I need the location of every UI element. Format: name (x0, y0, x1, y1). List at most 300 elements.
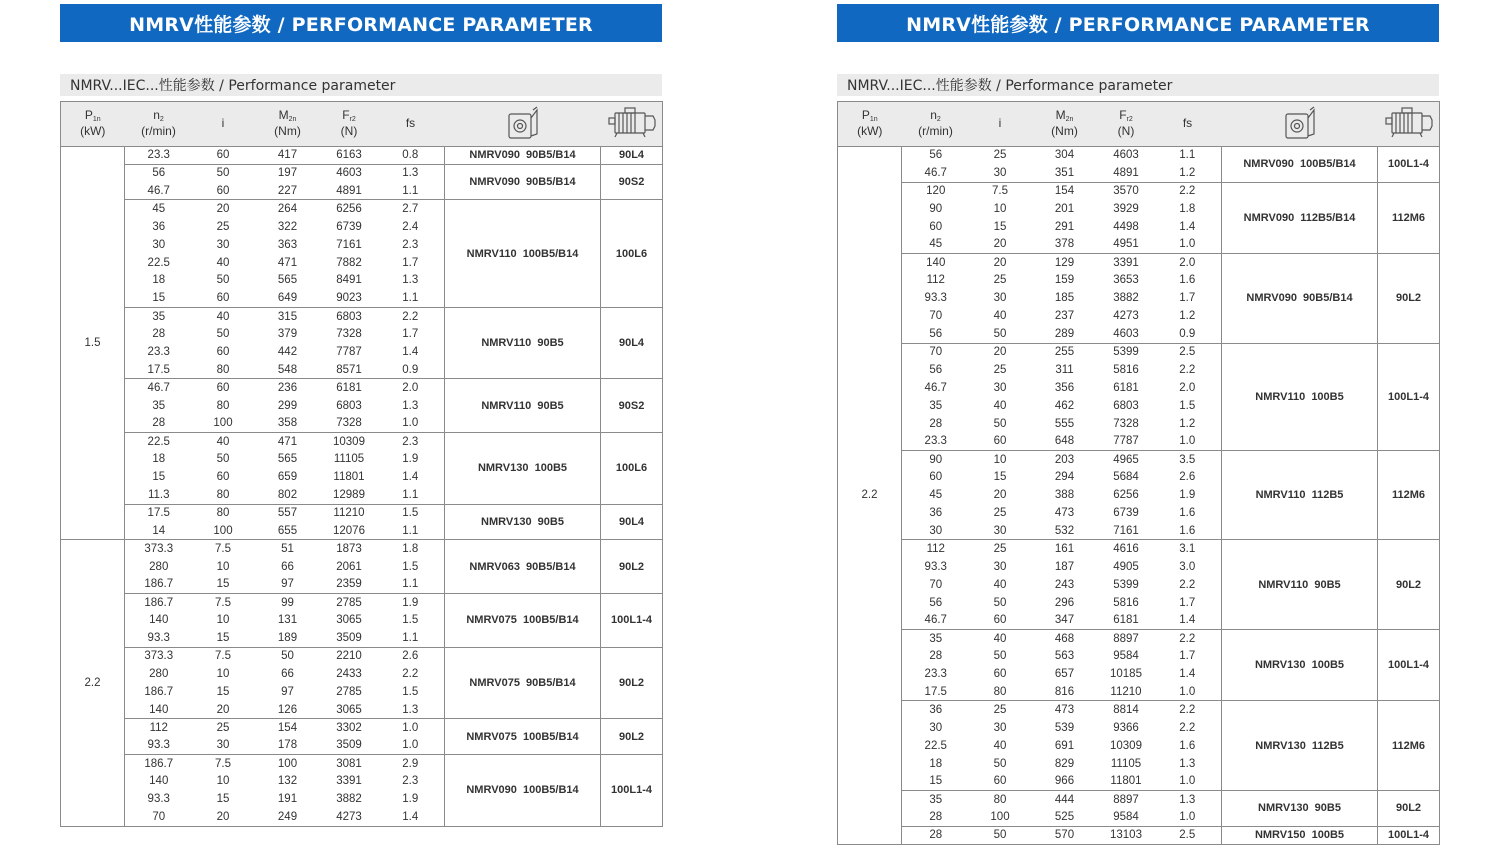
power-header: $P_{1n}$ (kW) (61, 102, 125, 147)
speed-cell: 11.3 (125, 486, 193, 504)
ratio-cell: 7.5 (193, 755, 254, 773)
radial-load-cell: 6803 (336, 399, 362, 412)
ratio-cell: 7.5 (970, 182, 1031, 200)
motor-cell: 90L2 (1378, 254, 1440, 343)
torque-cell: 347 (1031, 611, 1099, 629)
speed-cell: 15 (902, 772, 970, 790)
ratio-cell: 15 (216, 793, 230, 806)
ratio-cell: 30 (993, 560, 1007, 573)
service-factor-cell: 1.4 (402, 346, 419, 359)
torque-cell: 203 (1031, 450, 1099, 468)
speed-header: $n_2$ (r/min) (125, 102, 193, 147)
speed-cell: 70 (902, 343, 970, 361)
service-factor-cell: 1.7 (402, 256, 419, 269)
ratio-cell: 60 (216, 471, 230, 484)
torque-cell: 322 (277, 220, 298, 233)
service-factor-cell: 1.4 (402, 471, 419, 484)
radial-load-cell: 5816 (1113, 596, 1139, 609)
torque-cell: 649 (254, 289, 322, 307)
table-row (61, 719, 663, 737)
motor-cell: 100L1-4 (601, 594, 663, 648)
motor-cell: 100L1-4 (1378, 146, 1440, 182)
model-cell: NMRV090 90B5/B14 (1222, 254, 1378, 343)
speed-cell: 36 (902, 701, 970, 719)
motor-cell: 100L6 (601, 200, 663, 307)
speed-cell: 17.5 (125, 504, 193, 522)
service-factor-cell: 1.3 (1154, 790, 1222, 808)
speed-cell: 186.7 (144, 685, 174, 698)
radial-load-cell: 5684 (1113, 471, 1139, 484)
torque-cell: 154 (254, 719, 322, 737)
torque-cell: 236 (254, 379, 322, 397)
torque-cell: 191 (277, 793, 298, 806)
ratio-cell: 10 (216, 614, 230, 627)
torque-header: $M_{2n}$ (Nm) (1031, 102, 1099, 147)
radial-load-cell: 6256 (1113, 489, 1139, 502)
torque-cell: 417 (254, 146, 322, 164)
torque-cell: 379 (277, 328, 298, 341)
motor-cell: 90L4 (601, 504, 663, 540)
service-factor-cell: 2.9 (377, 755, 445, 773)
motor-cell: 90L4 (601, 146, 663, 164)
ratio-cell: 30 (993, 381, 1007, 394)
torque-cell: 555 (1054, 417, 1075, 430)
radial-load-cell: 10309 (1110, 739, 1142, 752)
radial-load-cell: 4891 (1099, 164, 1154, 182)
service-factor-cell: 1.6 (1179, 507, 1196, 520)
ratio-cell: 80 (193, 504, 254, 522)
radial-load-cell: 3570 (1099, 182, 1154, 200)
radial-load-cell: 11210 (322, 504, 377, 522)
torque-cell: 185 (1054, 292, 1075, 305)
speed-cell: 30 (902, 522, 970, 540)
radial-load-cell: 3509 (322, 737, 377, 755)
torque-cell: 289 (1031, 325, 1099, 343)
torque-cell: 243 (1054, 578, 1075, 591)
torque-cell: 264 (254, 200, 322, 218)
speed-cell: 140 (149, 775, 169, 788)
speed-cell: 22.5 (125, 433, 193, 451)
radial-load-cell: 3065 (322, 701, 377, 719)
torque-cell: 471 (277, 256, 298, 269)
service-factor-cell: 1.2 (1179, 310, 1196, 323)
ratio-cell: 80 (193, 486, 254, 504)
service-factor-cell: 2.5 (1154, 826, 1222, 844)
radial-load-cell: 9023 (322, 289, 377, 307)
radial-load-cell: 13103 (1099, 826, 1154, 844)
radial-load-header: $F_{r2}$ (N) (1099, 102, 1154, 147)
radial-load-cell: 3882 (336, 793, 362, 806)
speed-cell: 15 (152, 471, 166, 484)
speed-cell: 35 (125, 307, 193, 325)
speed-cell: 23.3 (924, 668, 947, 681)
ratio-cell: 10 (216, 668, 230, 681)
ratio-cell: 7.5 (193, 594, 254, 612)
motor-cell: 100L1-4 (1378, 343, 1440, 450)
speed-cell: 46.7 (902, 611, 970, 629)
ratio-cell: 40 (993, 310, 1007, 323)
service-factor-cell: 0.8 (377, 146, 445, 164)
speed-cell: 280 (149, 668, 169, 681)
torque-cell: 126 (254, 701, 322, 719)
radial-load-cell: 12989 (322, 486, 377, 504)
speed-cell: 280 (149, 560, 169, 573)
motor-cell: 90L2 (601, 719, 663, 755)
table-body (838, 146, 1440, 844)
ratio-cell: 30 (970, 522, 1031, 540)
speed-cell: 45 (902, 236, 970, 254)
right-panel (837, 4, 1439, 845)
ratio-cell: 100 (193, 415, 254, 433)
radial-load-cell: 9366 (1113, 721, 1139, 734)
torque-cell: 829 (1054, 757, 1075, 770)
ratio-cell: 50 (993, 650, 1007, 663)
service-factor-cell: 1.0 (1154, 772, 1222, 790)
ratio-cell: 60 (193, 379, 254, 397)
speed-cell: 120 (902, 182, 970, 200)
header-row (61, 102, 663, 147)
service-factor-cell: 0.9 (377, 361, 445, 379)
ratio-cell: 60 (216, 346, 230, 359)
model-cell: NMRV075 100B5/B14 (445, 719, 601, 755)
speed-cell: 56 (929, 149, 943, 162)
radial-load-cell: 6181 (1099, 611, 1154, 629)
service-factor-cell: 2.2 (1154, 701, 1222, 719)
torque-cell: 539 (1054, 721, 1075, 734)
service-factor-cell: 1.4 (377, 808, 445, 826)
ratio-cell: 40 (970, 629, 1031, 647)
ratio-cell: 40 (193, 433, 254, 451)
service-factor-cell: 1.7 (1179, 596, 1196, 609)
model-cell: NMRV090 90B5/B14 (445, 146, 601, 164)
model-cell: NMRV110 90B5 (1222, 540, 1378, 629)
radial-load-cell: 7787 (1099, 433, 1154, 451)
torque-cell: 97 (281, 685, 294, 698)
service-factor-cell: 1.0 (1154, 683, 1222, 701)
service-factor-cell: 1.8 (402, 543, 419, 556)
radial-load-cell: 9584 (1113, 650, 1139, 663)
table-row (61, 755, 663, 773)
radial-load-cell: 4603 (1113, 149, 1139, 162)
torque-cell: 249 (254, 808, 322, 826)
service-factor-cell: 1.3 (402, 399, 419, 412)
power-cell: 1.5 (61, 146, 125, 540)
speed-cell: 140 (125, 701, 193, 719)
speed-cell: 186.7 (125, 576, 193, 594)
power-header: $P_{1n}$ (kW) (838, 102, 902, 147)
torque-cell: 442 (277, 346, 298, 359)
table-row (838, 629, 1440, 647)
ratio-cell: 20 (193, 701, 254, 719)
torque-cell: 99 (254, 594, 322, 612)
speed-header: $n_2$ (r/min) (902, 102, 970, 147)
service-factor-cell: 1.7 (1179, 292, 1196, 305)
table-row (838, 540, 1440, 558)
service-factor-cell: 2.2 (1154, 629, 1222, 647)
speed-cell: 18 (152, 274, 166, 287)
service-factor-header: fs (1154, 102, 1222, 147)
radial-load-cell: 6256 (322, 200, 377, 218)
ratio-cell: 25 (970, 540, 1031, 558)
radial-load-cell: 11801 (1099, 772, 1154, 790)
radial-load-cell: 8571 (322, 361, 377, 379)
radial-load-cell: 2785 (322, 594, 377, 612)
torque-cell: 358 (254, 415, 322, 433)
service-factor-cell: 2.7 (377, 200, 445, 218)
torque-cell: 525 (1031, 808, 1099, 826)
radial-load-cell: 2210 (322, 647, 377, 665)
table-row (61, 307, 663, 325)
ratio-cell: 20 (970, 343, 1031, 361)
speed-cell: 35 (152, 399, 166, 412)
service-factor-cell: 1.1 (377, 182, 445, 200)
speed-cell: 93.3 (125, 737, 193, 755)
ratio-cell: 25 (970, 701, 1031, 719)
radial-load-cell: 6181 (1113, 381, 1139, 394)
speed-cell: 18 (152, 453, 166, 466)
torque-cell: 201 (1054, 202, 1075, 215)
table-row (838, 826, 1440, 844)
ratio-cell: 50 (216, 274, 230, 287)
torque-cell: 197 (254, 164, 322, 182)
model-cell: NMRV130 112B5 (1222, 701, 1378, 790)
torque-cell: 565 (277, 453, 298, 466)
radial-load-cell: 6163 (322, 146, 377, 164)
torque-cell: 100 (254, 755, 322, 773)
speed-cell: 46.7 (902, 164, 970, 182)
ratio-cell: 15 (216, 685, 230, 698)
radial-load-cell: 3391 (1099, 254, 1154, 272)
torque-cell: 311 (1055, 363, 1074, 376)
service-factor-cell: 1.5 (402, 560, 419, 573)
ratio-cell: 20 (193, 808, 254, 826)
radial-load-cell: 3391 (336, 775, 362, 788)
speed-cell: 45 (125, 200, 193, 218)
torque-cell: 471 (254, 433, 322, 451)
power-cell: 2.2 (838, 146, 902, 844)
table-row (61, 379, 663, 397)
torque-cell: 237 (1054, 310, 1075, 323)
model-cell: NMRV090 100B5/B14 (1222, 146, 1378, 182)
speed-cell: 28 (902, 826, 970, 844)
service-factor-cell: 1.9 (402, 793, 419, 806)
radial-load-cell: 7328 (322, 415, 377, 433)
radial-load-cell: 2359 (322, 576, 377, 594)
worm-gearbox-icon (445, 102, 601, 142)
service-factor-cell: 1.5 (1179, 399, 1196, 412)
service-factor-cell: 1.3 (402, 274, 419, 287)
speed-cell: 70 (929, 310, 943, 323)
ratio-cell: 25 (993, 149, 1007, 162)
panel-banner: NMRV性能参数 / PERFORMANCE PARAMETER (60, 4, 662, 42)
model-cell: NMRV090 100B5/B14 (445, 755, 601, 827)
radial-load-cell: 4603 (1099, 325, 1154, 343)
speed-cell: 186.7 (125, 594, 193, 612)
service-factor-cell: 2.2 (1179, 363, 1196, 376)
speed-cell: 70 (929, 578, 943, 591)
radial-load-cell: 3653 (1113, 274, 1139, 287)
radial-load-cell: 8491 (336, 274, 362, 287)
torque-cell: 473 (1054, 507, 1075, 520)
ratio-cell: 60 (970, 433, 1031, 451)
speed-cell: 186.7 (125, 755, 193, 773)
table-row (61, 146, 663, 164)
service-factor-header: fs (377, 102, 445, 147)
speed-cell: 28 (929, 650, 943, 663)
service-factor-cell: 2.0 (377, 379, 445, 397)
ratio-cell: 40 (993, 399, 1007, 412)
ratio-cell: 30 (993, 721, 1007, 734)
motor-cell: 112M6 (1378, 450, 1440, 539)
torque-cell: 97 (254, 576, 322, 594)
torque-cell: 570 (1031, 826, 1099, 844)
ratio-cell: 80 (970, 683, 1031, 701)
ratio-cell: 15 (193, 629, 254, 647)
table-row (61, 433, 663, 451)
torque-cell: 304 (1054, 149, 1075, 162)
motor-header (601, 102, 663, 147)
performance-table (60, 101, 663, 827)
torque-cell: 657 (1054, 668, 1075, 681)
speed-cell: 35 (902, 629, 970, 647)
torque-cell: 557 (254, 504, 322, 522)
ratio-cell: 20 (193, 200, 254, 218)
service-factor-cell: 1.9 (1179, 489, 1196, 502)
radial-load-cell: 3929 (1113, 202, 1139, 215)
speed-cell: 56 (902, 325, 970, 343)
table-row (838, 790, 1440, 808)
service-factor-cell: 1.0 (1154, 236, 1222, 254)
radial-load-cell: 11210 (1099, 683, 1154, 701)
model-cell: NMRV110 90B5 (445, 379, 601, 433)
panel-banner: NMRV性能参数 / PERFORMANCE PARAMETER (837, 4, 1439, 42)
radial-load-cell: 6739 (336, 220, 362, 233)
speed-cell: 112 (902, 540, 970, 558)
torque-cell: 548 (254, 361, 322, 379)
ratio-cell: 50 (993, 596, 1007, 609)
service-factor-cell: 3.0 (1179, 560, 1196, 573)
service-factor-cell: 1.2 (1179, 417, 1196, 430)
model-cell: NMRV130 100B5 (1222, 629, 1378, 701)
speed-cell: 46.7 (125, 379, 193, 397)
ratio-header: i (193, 102, 254, 147)
service-factor-cell: 1.4 (1154, 611, 1222, 629)
radial-load-cell: 6803 (1113, 399, 1139, 412)
ratio-cell: 50 (970, 826, 1031, 844)
torque-cell: 315 (254, 307, 322, 325)
speed-cell: 35 (929, 399, 943, 412)
motor-cell: 112M6 (1378, 182, 1440, 254)
radial-load-cell: 10309 (322, 433, 377, 451)
speed-cell: 36 (929, 507, 943, 520)
radial-load-cell: 4616 (1099, 540, 1154, 558)
torque-cell: 966 (1031, 772, 1099, 790)
motor-cell: 90L2 (601, 540, 663, 594)
service-factor-cell: 0.9 (1154, 325, 1222, 343)
radial-load-cell: 4891 (322, 182, 377, 200)
service-factor-cell: 3.5 (1154, 450, 1222, 468)
speed-cell: 17.5 (125, 361, 193, 379)
torque-cell: 154 (1031, 182, 1099, 200)
speed-cell: 28 (929, 417, 943, 430)
table-row (61, 594, 663, 612)
service-factor-cell: 1.1 (377, 522, 445, 540)
torque-cell: 178 (254, 737, 322, 755)
torque-cell: 816 (1031, 683, 1099, 701)
table-row (838, 701, 1440, 719)
torque-cell: 563 (1054, 650, 1075, 663)
speed-cell: 56 (929, 596, 943, 609)
service-factor-cell: 1.1 (377, 486, 445, 504)
speed-cell: 46.7 (125, 182, 193, 200)
service-factor-cell: 2.2 (402, 668, 419, 681)
ratio-cell: 20 (993, 489, 1007, 502)
torque-cell: 227 (254, 182, 322, 200)
service-factor-cell: 2.6 (1179, 471, 1196, 484)
motor-cell: 90L2 (601, 647, 663, 719)
torque-cell: 462 (1054, 399, 1075, 412)
model-cell: NMRV075 90B5/B14 (445, 647, 601, 719)
speed-cell: 373.3 (125, 647, 193, 665)
speed-cell: 22.5 (924, 739, 947, 752)
service-factor-cell: 1.3 (377, 701, 445, 719)
radial-load-cell: 3302 (322, 719, 377, 737)
radial-load-cell: 6181 (322, 379, 377, 397)
service-factor-cell: 1.9 (402, 453, 419, 466)
speed-cell: 23.3 (147, 346, 170, 359)
speed-cell: 22.5 (147, 256, 170, 269)
service-factor-cell: 1.0 (377, 737, 445, 755)
ratio-cell: 60 (970, 772, 1031, 790)
torque-cell: 187 (1054, 560, 1075, 573)
radial-load-cell: 6739 (1113, 507, 1139, 520)
radial-load-cell: 7328 (1113, 417, 1139, 430)
speed-cell: 112 (125, 719, 193, 737)
radial-load-cell: 7328 (336, 328, 362, 341)
speed-cell: 90 (902, 450, 970, 468)
speed-cell: 373.3 (144, 543, 174, 556)
ratio-cell: 25 (993, 507, 1007, 520)
service-factor-cell: 1.3 (377, 164, 445, 182)
motor-cell: 100L1-4 (1378, 826, 1440, 844)
ratio-cell: 40 (993, 578, 1007, 591)
model-cell: NMRV110 100B5/B14 (445, 200, 601, 307)
service-factor-cell: 1.3 (1179, 757, 1196, 770)
gearbox-header (445, 102, 601, 147)
ratio-cell: 30 (970, 164, 1031, 182)
service-factor-cell: 2.2 (377, 307, 445, 325)
service-factor-cell: 3.1 (1154, 540, 1222, 558)
motor-header (1378, 102, 1440, 147)
ratio-cell: 50 (216, 328, 230, 341)
radial-load-cell: 4905 (1113, 560, 1139, 573)
electric-motor-icon (1378, 102, 1440, 142)
torque-cell: 50 (254, 647, 322, 665)
speed-cell: 35 (902, 790, 970, 808)
radial-load-cell: 4273 (322, 808, 377, 826)
radial-load-cell: 4951 (1099, 236, 1154, 254)
speed-cell: 93.3 (125, 629, 193, 647)
speed-cell: 56 (929, 363, 943, 376)
torque-cell: 66 (281, 668, 294, 681)
service-factor-cell: 1.5 (377, 504, 445, 522)
speed-cell: 14 (125, 522, 193, 540)
speed-cell: 30 (929, 721, 943, 734)
ratio-cell: 30 (993, 292, 1007, 305)
service-factor-cell: 1.1 (377, 576, 445, 594)
ratio-cell: 30 (193, 737, 254, 755)
radial-load-cell: 2433 (336, 668, 362, 681)
